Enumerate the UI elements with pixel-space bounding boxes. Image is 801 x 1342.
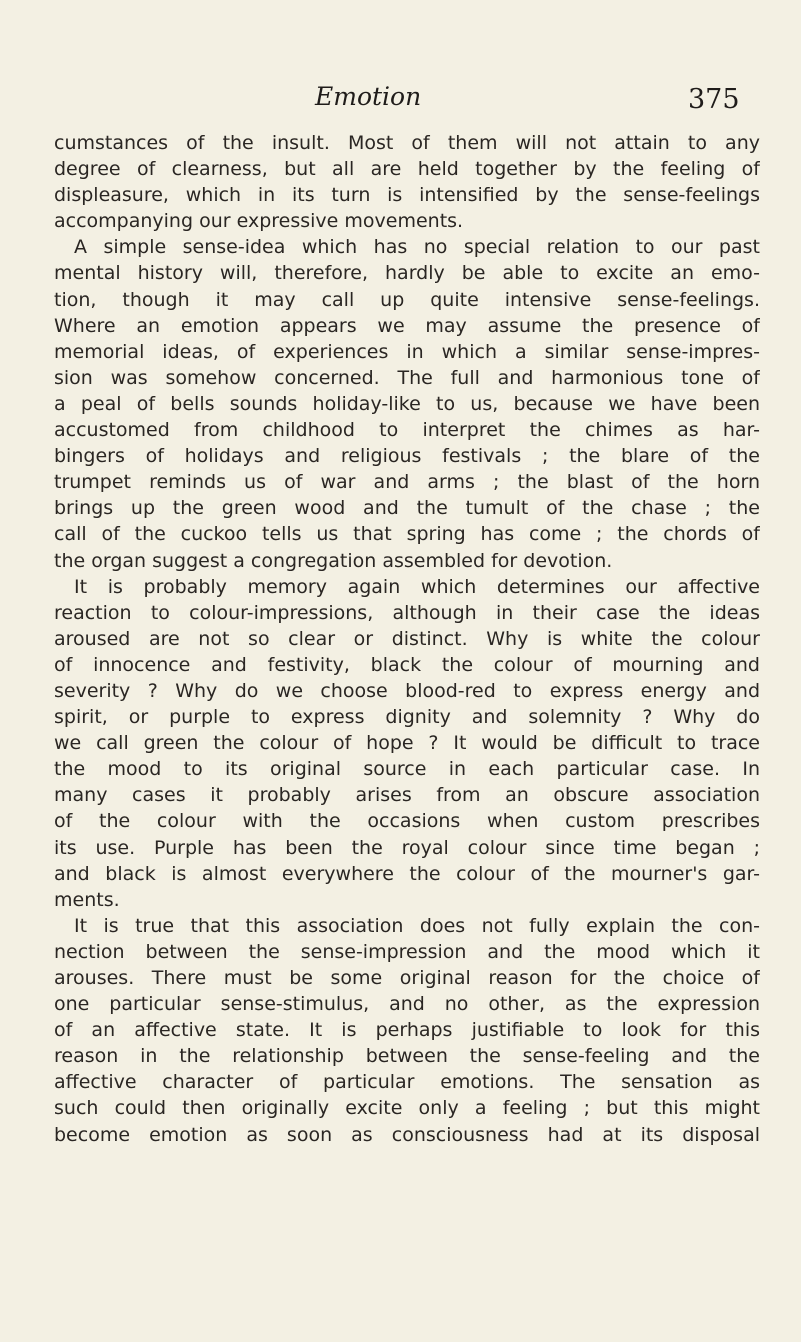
text-line: bingers of holidays and religious festivals ; the blare of the: [54, 445, 760, 468]
text-line: nection between the sense-impression and the mood which it: [54, 940, 760, 963]
running-head: Emotion: [315, 82, 422, 111]
text-line: reaction to colour-impressions, although in their case the ideas: [54, 601, 760, 624]
text-line: aroused are not so clear or distinct. Why is white the colour: [54, 627, 760, 650]
text-line: severity ? Why do we choose blood-red to express energy and: [54, 679, 760, 702]
text-line: It is probably memory again which determines our affective: [74, 575, 760, 598]
text-line: It is true that this association does not fully explain the con-: [74, 914, 760, 937]
text-line: cumstances of the insult. Most of them will not attain to any: [54, 132, 760, 154]
page-number: 375: [688, 84, 740, 115]
body-text: [54, 130, 760, 1148]
text-line: Where an emotion appears we may assume the presence of: [54, 314, 760, 337]
text-line: accustomed from childhood to interpret the chimes as har-: [54, 419, 760, 442]
text-line: sion was somehow concerned. The full and harmonious tone of: [54, 366, 760, 389]
text-line: arouses. There must be some original reason for the choice of: [54, 967, 760, 989]
text-line: tion, though it may call up quite intensive sense-feelings.: [54, 288, 760, 311]
text-line: ments.: [54, 888, 120, 911]
text-line: and black is almost everywhere the colour of the mourner's gar-: [54, 862, 760, 885]
text-line: of innocence and festivity, black the colour of mourning and: [54, 653, 760, 676]
text-line: the mood to its original source in each particular case. In: [54, 758, 760, 781]
text-line: mental history will, therefore, hardly be able to excite an emo-: [54, 262, 760, 285]
text-line: of an affective state. It is perhaps justifiable to look for this: [54, 1019, 760, 1042]
text-line: a peal of bells sounds holiday-like to us, because we have been: [54, 392, 760, 415]
text-line: reason in the relationship between the sense-feeling and the: [54, 1045, 760, 1068]
page-header: [0, 78, 801, 122]
text-line: affective character of particular emotions. The sensation as: [54, 1071, 760, 1094]
text-line: become emotion as soon as consciousness had at its disposal: [54, 1123, 760, 1146]
text-line: such could then originally excite only a feeling ; but this might: [54, 1097, 760, 1120]
text-line: trumpet reminds us of war and arms ; the blast of the horn: [54, 471, 760, 494]
text-line: many cases it probably arises from an obscure association: [54, 784, 760, 807]
text-line: brings up the green wood and the tumult of the chase ; the: [54, 497, 760, 520]
text-line: its use. Purple has been the royal colour since time began ;: [54, 836, 760, 859]
text-line: degree of clearness, but all are held together by the feeling of: [54, 158, 760, 181]
text-line: memorial ideas, of experiences in which a similar sense-impres-: [54, 340, 760, 363]
text-line: spirit, or purple to express dignity and solemnity ? Why do: [54, 706, 760, 729]
text-line: displeasure, which in its turn is intensified by the sense-feelings: [54, 184, 760, 207]
text-line: the organ suggest a congregation assembled for devotion.: [54, 549, 613, 572]
text-line: call of the cuckoo tells us that spring has come ; the chords of: [54, 523, 760, 546]
text-line: accompanying our expressive movements.: [54, 210, 464, 233]
text-line: one particular sense-stimulus, and no other, as the expression: [54, 993, 760, 1016]
text-line: we call green the colour of hope ? It would be difficult to trace: [54, 732, 760, 755]
text-line: A simple sense-idea which has no special relation to our past: [74, 236, 760, 259]
text-line: of the colour with the occasions when custom prescribes: [54, 810, 760, 833]
